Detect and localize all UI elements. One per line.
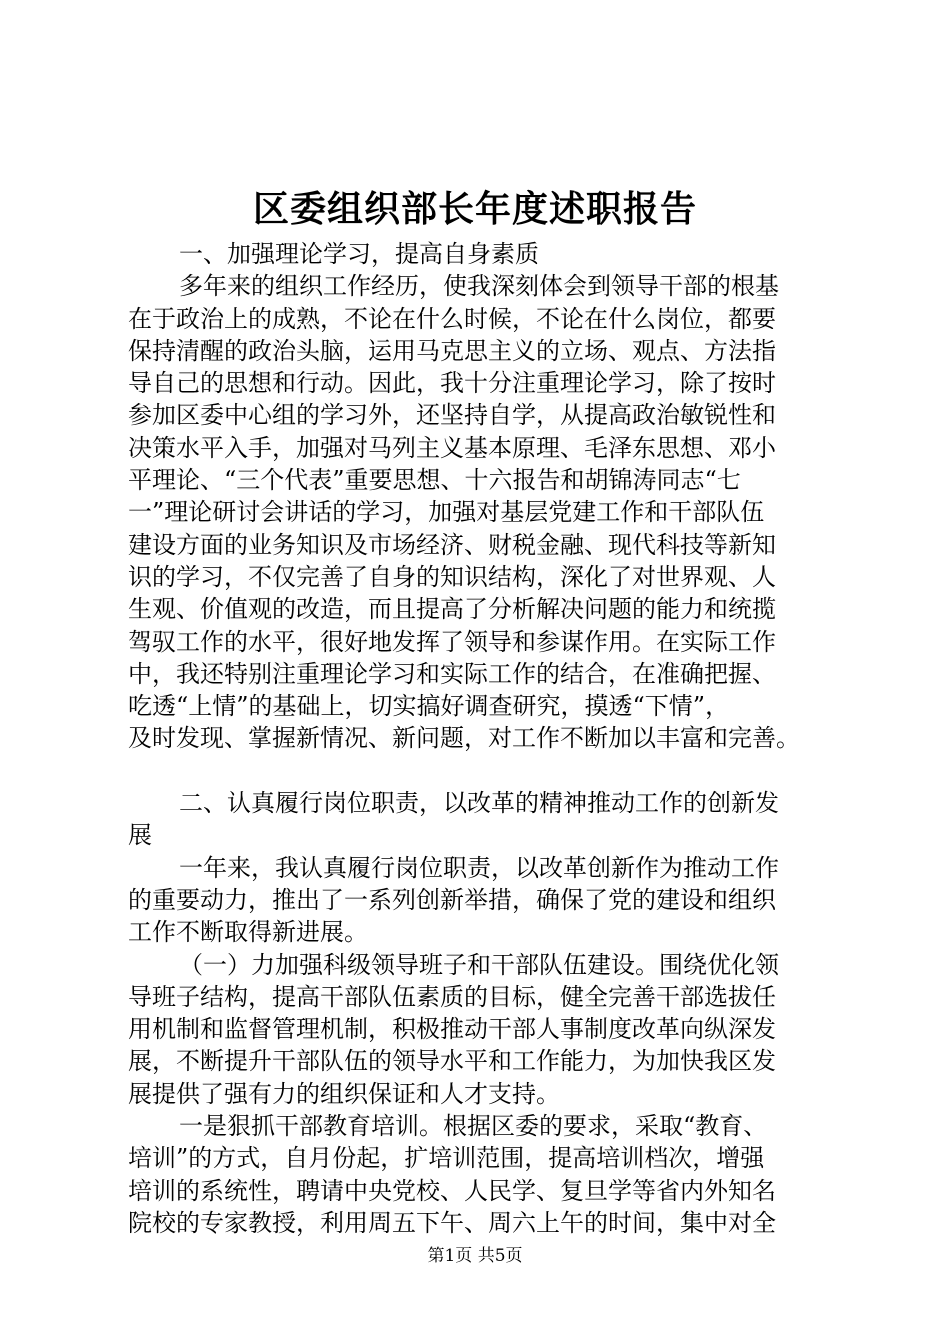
body-line: 驾驭工作的水平，很好地发挥了领导和参谋作用。在实际工作 [128, 627, 776, 656]
body-line: 保持清醒的政治头脑，运用马克思主义的立场、观点、方法指 [128, 336, 776, 365]
body-line: 二、认真履行岗位职责，以改革的精神推动工作的创新发 [179, 789, 779, 818]
body-line: 及时发现、掌握新情况、新问题，对工作不断加以丰富和完善。 [128, 724, 800, 753]
body-line: 用机制和监督管理机制，积极推动干部人事制度改革向纵深发 [128, 1015, 776, 1044]
page-footer: 第1页 共5页 [427, 1246, 523, 1266]
body-line: 建设方面的业务知识及市场经济、财税金融、现代科技等新知 [128, 530, 776, 559]
body-line: 一”理论研讨会讲话的学习，加强对基层党建工作和干部队伍 [128, 498, 765, 527]
body-line: 院校的专家教授，利用周五下午、周六上午的时间，集中对全 [128, 1208, 776, 1237]
body-line: 培训的系统性，聘请中央党校、人民学、复旦学等省内外知名 [128, 1176, 776, 1205]
body-line: 一年来，我认真履行岗位职责，以改革创新作为推动工作 [179, 853, 779, 882]
body-line: 工作不断取得新进展。 [128, 918, 368, 947]
body-line: 导自己的思想和行动。因此，我十分注重理论学习，除了按时 [128, 369, 776, 398]
body-line: 在于政治上的成熟，不论在什么时候，不论在什么岗位，都要 [128, 304, 776, 333]
body-line: 中，我还特别注重理论学习和实际工作的结合，在准确把握、 [128, 659, 776, 688]
body-line: 一是狠抓干部教育培训。根据区委的要求，采取“教育、 [179, 1112, 768, 1141]
body-line: 一、加强理论学习，提高自身素质 [179, 240, 539, 268]
body-line: 参加区委中心组的学习外，还坚持自学，从提高政治敏锐性和 [128, 401, 776, 430]
body-line: 的重要动力，推出了一系列创新举措，确保了党的建设和组织 [128, 885, 776, 914]
body-line: 展，不断提升干部队伍的领导水平和工作能力，为加快我区发 [128, 1047, 776, 1076]
body-line: 平理论、“三个代表”重要思想、十六报告和胡锦涛同志“七 [128, 466, 741, 495]
body-line: 多年来的组织工作经历，使我深刻体会到领导干部的根基 [179, 272, 779, 301]
body-line: 展 [128, 821, 152, 850]
body-line: 培训”的方式，自月份起，扩培训范围，提高培训档次，增强 [128, 1144, 765, 1173]
body-line: 决策水平入手，加强对马列主义基本原理、毛泽东思想、邓小 [128, 433, 776, 462]
blank-line [128, 755, 830, 787]
body-line: （一）力加强科级领导班子和干部队伍建设。围绕优化领 [179, 950, 779, 979]
body-line: 吃透“上情”的基础上，切实搞好调查研究，摸透“下情”， [128, 692, 730, 721]
document-title: 区委组织部长年度述职报告 [252, 188, 697, 230]
body-line: 导班子结构，提高干部队伍素质的目标，健全完善干部选拔任 [128, 982, 776, 1011]
body-line: 识的学习，不仅完善了自身的知识结构，深化了对世界观、人 [128, 562, 776, 591]
document-body [128, 238, 830, 1239]
body-line: 生观、价值观的改造，而且提高了分析解决问题的能力和统揽 [128, 595, 776, 624]
body-line: 展提供了强有力的组织保证和人才支持。 [128, 1079, 560, 1108]
